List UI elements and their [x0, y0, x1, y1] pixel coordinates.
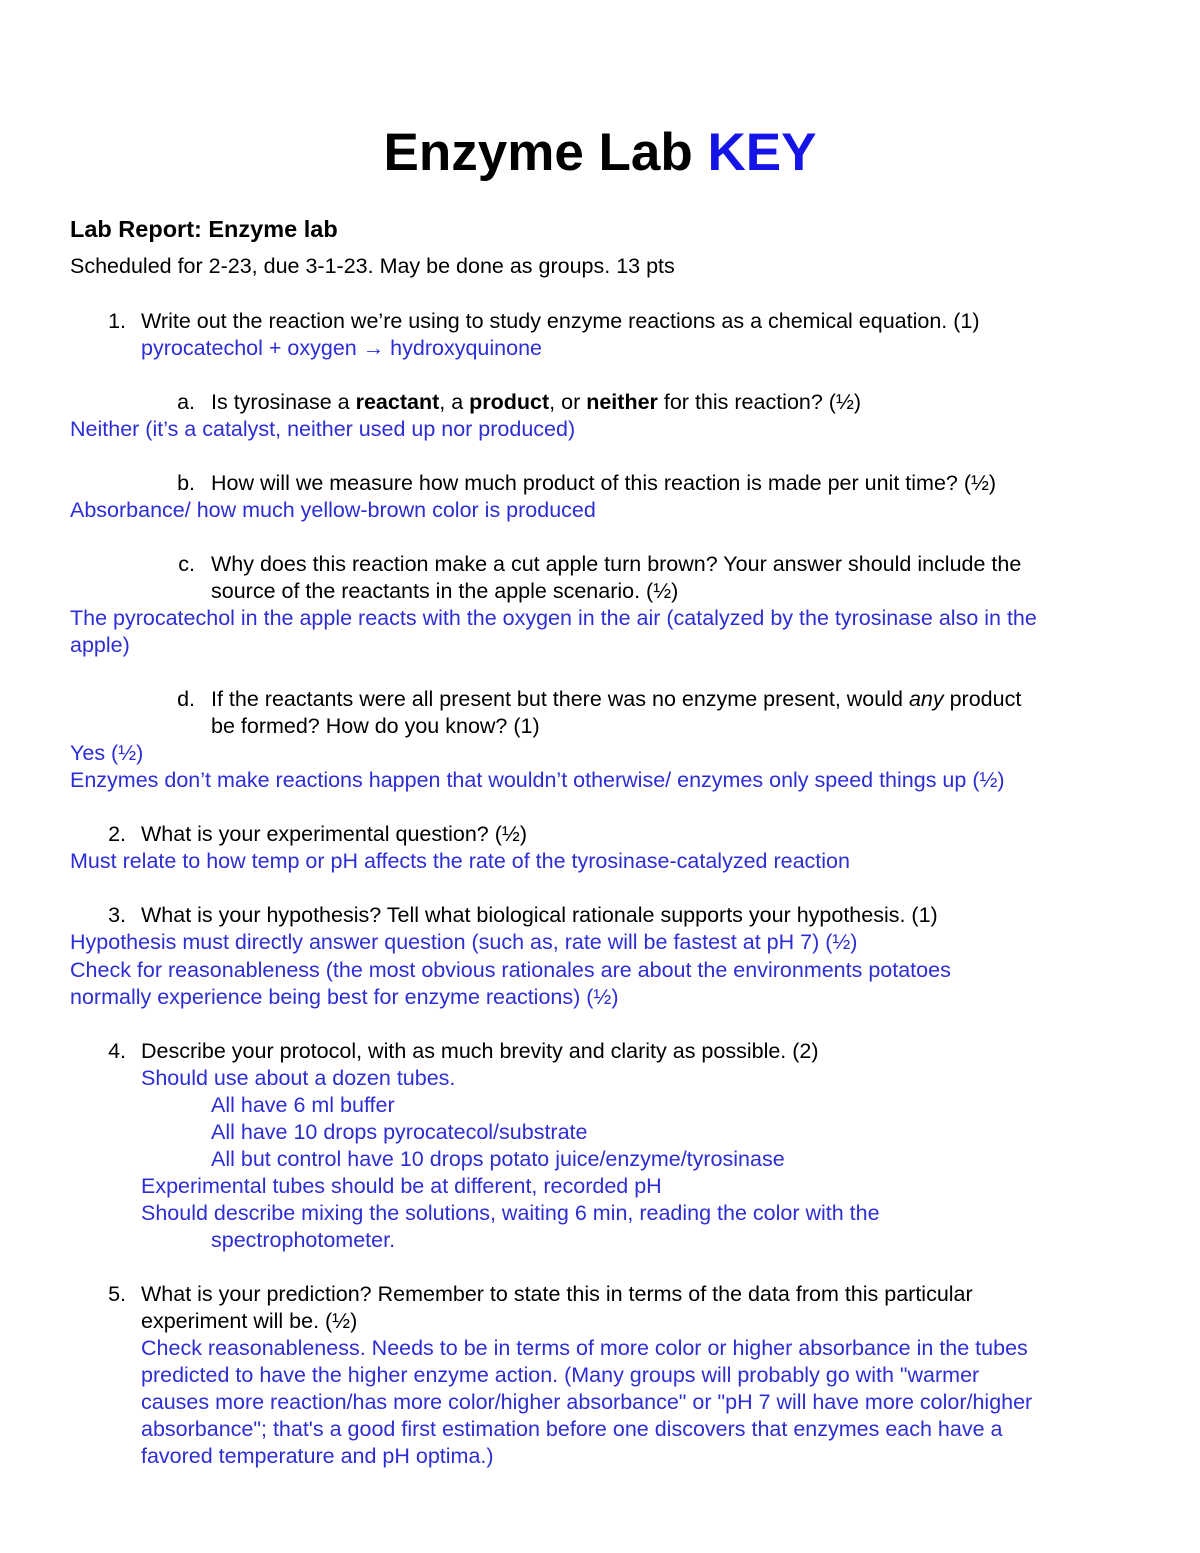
q1d-text-line2: be formed? How do you know? (1): [211, 714, 540, 738]
q4-answer-line7: spectrophotometer.: [211, 1228, 396, 1252]
q4-number: 4.: [108, 1039, 126, 1063]
q5-answer-line2: predicted to have the higher enzyme action. (Many groups will probably go with "warmer: [141, 1363, 980, 1387]
title-main: Enzyme Lab: [383, 123, 693, 182]
q5-number: 5.: [108, 1282, 126, 1306]
q1a-text: Is tyrosinase a reactant, a product, or neither for this reaction? (½): [211, 390, 862, 414]
q5-answer-line4: absorbance"; that's a good first estimation before one discovers that enzymes each have a: [141, 1417, 1003, 1441]
q5-text-line1: What is your prediction? Remember to state this in terms of the data from this particular: [141, 1282, 973, 1306]
q3-text: What is your hypothesis? Tell what biological rationale supports your hypothesis. (1): [141, 903, 938, 927]
schedule-line: Scheduled for 2-23, due 3-1-23. May be done as groups. 13 pts: [70, 254, 675, 278]
q4-answer-line4: All but control have 10 drops potato juice/enzyme/tyrosinase: [211, 1147, 785, 1171]
q3-number: 3.: [108, 903, 126, 927]
q4-answer-line2: All have 6 ml buffer: [211, 1093, 395, 1117]
q3-answer-line2: Check for reasonableness (the most obvious rationales are about the environments potatoes: [70, 958, 951, 982]
q5-answer-line5: favored temperature and pH optima.): [141, 1444, 494, 1468]
q5-text-line2: experiment will be. (½): [141, 1309, 358, 1333]
q1c-text-line1: Why does this reaction make a cut apple turn brown? Your answer should include the: [211, 552, 1022, 576]
q2-answer: Must relate to how temp or pH affects the rate of the tyrosinase-catalyzed reaction: [70, 849, 850, 873]
q5-answer-line3: causes more reaction/has more color/higher absorbance" or "pH 7 will have more color/higher: [141, 1390, 1033, 1414]
q1d-answer-line1: Yes (½): [70, 741, 144, 765]
q1a-answer: Neither (it’s a catalyst, neither used up nor produced): [70, 417, 576, 441]
q1d-answer-line2: Enzymes don’t make reactions happen that wouldn’t otherwise/ enzymes only speed things up (½): [70, 768, 1005, 792]
q2-text: What is your experimental question? (½): [141, 822, 527, 846]
q1b-text: How will we measure how much product of this reaction is made per unit time? (½): [211, 471, 997, 495]
title-key: KEY: [707, 123, 817, 182]
q3-answer-line1: Hypothesis must directly answer question (such as, rate will be fastest at pH 7) (½): [70, 930, 858, 954]
section-heading: Lab Report: Enzyme lab: [70, 216, 338, 242]
q1-text: Write out the reaction we’re using to study enzyme reactions as a chemical equation. (1): [141, 309, 980, 333]
q1c-answer-line2: apple): [70, 633, 130, 657]
q2-number: 2.: [108, 822, 126, 846]
q5-answer-line1: Check reasonableness. Needs to be in terms of more color or higher absorbance in the tubes: [141, 1336, 1028, 1360]
q1d-letter: d.: [177, 687, 195, 711]
q4-text: Describe your protocol, with as much brevity and clarity as possible. (2): [141, 1039, 819, 1063]
q1-number: 1.: [108, 309, 126, 333]
q3-answer-line3: normally experience being best for enzyme reactions) (½): [70, 985, 619, 1009]
page-title: [0, 118, 1200, 188]
q1d-text-line1: If the reactants were all present but there was no enzyme present, would any product: [211, 687, 1022, 711]
q1c-answer-line1: The pyrocatechol in the apple reacts with the oxygen in the air (catalyzed by the tyrosinase also in the: [70, 606, 1037, 630]
q1-answer: pyrocatechol + oxygen → hydroxyquinone: [141, 336, 542, 360]
q1c-text-line2: source of the reactants in the apple scenario. (½): [211, 579, 679, 603]
q1c-letter: c.: [178, 552, 195, 576]
q4-answer-line5: Experimental tubes should be at different, recorded pH: [141, 1174, 662, 1198]
q1b-answer: Absorbance/ how much yellow-brown color is produced: [70, 498, 596, 522]
q1b-letter: b.: [177, 471, 195, 495]
q4-answer-line6: Should describe mixing the solutions, waiting 6 min, reading the color with the: [141, 1201, 880, 1225]
q4-answer-line1: Should use about a dozen tubes.: [141, 1066, 456, 1090]
q4-answer-line3: All have 10 drops pyrocatecol/substrate: [211, 1120, 588, 1144]
q1a-letter: a.: [177, 390, 195, 414]
